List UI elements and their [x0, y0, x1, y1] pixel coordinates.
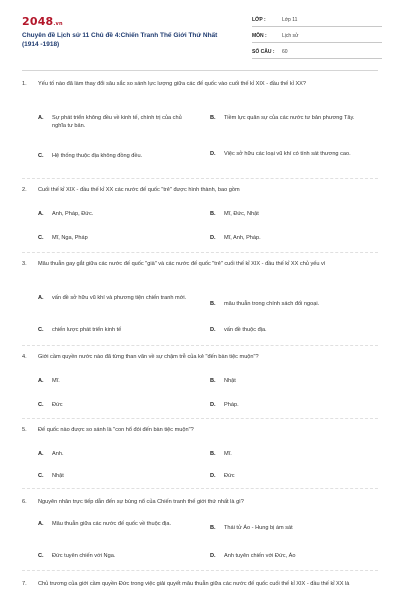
option-text: Nhật — [52, 473, 64, 479]
option-text: chiến lược phát triển kinh tế — [52, 327, 122, 333]
document-title: Chuyên đề Lịch sử 11 Chủ đề 4:Chiến Tranh Thế Giới Thứ Nhất (1914 -1918) — [22, 32, 218, 48]
option-text: Việc sở hữu các loại vũ khí có tính sát thương cao. — [224, 151, 351, 157]
option-text: Anh, Pháp, Đức. — [52, 211, 94, 217]
option-text: Sự phát triển không đều về kinh tế, chính trị của chủ nghĩa tư bản. — [52, 115, 182, 129]
option-letter: A. — [38, 451, 44, 457]
question-text: Yếu tố nào đã làm thay đổi sâu sắc so sánh lực lượng giữa các đế quốc vào cuối thế kỉ XIX - đầu thế kỉ XX? — [38, 81, 307, 87]
option-letter: B. — [210, 115, 216, 121]
option-text: Hệ thống thuộc địa không đồng đều. — [52, 153, 143, 159]
option-text: Tiềm lực quân sự của các nước tư bản phương Tây. — [224, 115, 355, 121]
option-text: Đức — [52, 402, 63, 408]
option-text: Mĩ, Nga, Pháp — [52, 235, 88, 241]
meta-label: MÔN : — [252, 33, 267, 39]
question-number: 6. — [22, 499, 27, 505]
question-separator — [22, 252, 378, 253]
option-text: Nhật — [224, 378, 236, 384]
option-letter: C. — [38, 327, 44, 333]
question-number: 7. — [22, 581, 27, 587]
question-number: 4. — [22, 354, 27, 360]
question-text: Mâu thuẫn gay gắt giữa các nước đế quốc "già" và các nước đế quốc "trẻ" cuối thế kỉ XIX - đầu thế kỉ XX chủ yếu vì — [38, 261, 326, 267]
question-number: 5. — [22, 427, 27, 433]
option-letter: C. — [38, 153, 44, 159]
option-letter: B. — [210, 301, 216, 307]
question-text: Giới cầm quyền nước nào đã từng than vãn về sự chậm trễ của kẻ "đến bàn tiệc muộn"? — [38, 354, 259, 360]
option-letter: B. — [210, 525, 216, 531]
option-text: Mĩ. — [52, 378, 60, 384]
question-number: 3. — [22, 261, 27, 267]
option-letter: A. — [38, 521, 44, 527]
meta-label: LỚP : — [252, 17, 266, 23]
option-letter: A. — [38, 211, 44, 217]
option-letter: D. — [210, 327, 216, 333]
option-text: Anh. — [52, 451, 64, 457]
question-text: Cuối thế kỉ XIX - đầu thế kỉ XX các nước đế quốc "trẻ" được hình thành, bao gồm — [38, 187, 240, 193]
option-text: vấn đề thuộc địa. — [224, 327, 267, 333]
question-text: Đế quốc nào được so sánh là "con hổ đói đến bàn tiệc muộn"? — [38, 427, 194, 433]
question-separator — [22, 178, 378, 179]
option-letter: B. — [210, 451, 216, 457]
option-text: Mĩ, Anh, Pháp. — [224, 235, 261, 241]
option-letter: B. — [210, 211, 216, 217]
option-text: Thái tử Áo - Hung bị ám sát — [224, 525, 293, 531]
option-text: Đức — [224, 473, 235, 479]
meta-subject — [252, 31, 382, 43]
meta-label: SỐ CÂU : — [252, 49, 275, 55]
meta-value: Lớp 11 — [282, 17, 298, 23]
option-letter: C. — [38, 473, 44, 479]
option-text: vấn đề sở hữu vũ khí và phương tiện chiến tranh mới. — [52, 295, 187, 301]
option-text: Anh tuyên chiến với Đức, Áo — [224, 553, 296, 559]
option-letter: D. — [210, 553, 216, 559]
option-letter: D. — [210, 402, 216, 408]
option-text: Pháp. — [224, 402, 239, 408]
question-text: Chủ trương của giới cầm quyền Đức trong việc giải quyết mâu thuẫn giữa các nước đế quốc cuối thế kỉ XIX - đầu thế kỉ XX là — [38, 581, 350, 587]
document-header — [0, 0, 400, 60]
option-letter: D. — [210, 151, 216, 157]
meta-value: Lịch sử — [282, 33, 299, 39]
site-logo[interactable]: 2048.vn — [22, 15, 63, 28]
option-letter: B. — [210, 378, 216, 384]
header-divider — [22, 70, 378, 71]
option-letter: A. — [38, 295, 44, 301]
option-letter: A. — [38, 378, 44, 384]
option-letter: D. — [210, 235, 216, 241]
option-text: Mĩ, Đức, Nhật — [224, 211, 259, 217]
option-letter: D. — [210, 473, 216, 479]
question-separator — [22, 570, 378, 571]
option-letter: A. — [38, 115, 44, 121]
question-separator — [22, 488, 378, 489]
question-number: 1. — [22, 81, 27, 87]
question-number: 2. — [22, 187, 27, 193]
option-letter: C. — [38, 553, 44, 559]
meta-value: 60 — [282, 49, 288, 55]
option-letter: C. — [38, 235, 44, 241]
document-meta — [252, 15, 382, 63]
question-separator — [22, 345, 378, 346]
option-text: mâu thuẫn trong chính sách đối ngoại. — [224, 301, 320, 307]
meta-class — [252, 15, 382, 27]
meta-question-count — [252, 47, 382, 59]
question-separator — [22, 418, 378, 419]
option-text: Mĩ. — [224, 451, 232, 457]
option-text: Đức tuyên chiến với Nga. — [52, 553, 116, 559]
option-letter: C. — [38, 402, 44, 408]
option-text: Mâu thuẫn giữa các nước đế quốc về thuộc địa. — [52, 521, 172, 527]
question-text: Nguyên nhân trực tiếp dẫn đến sự bùng nổ của Chiến tranh thế giới thứ nhất là gì? — [38, 499, 244, 505]
